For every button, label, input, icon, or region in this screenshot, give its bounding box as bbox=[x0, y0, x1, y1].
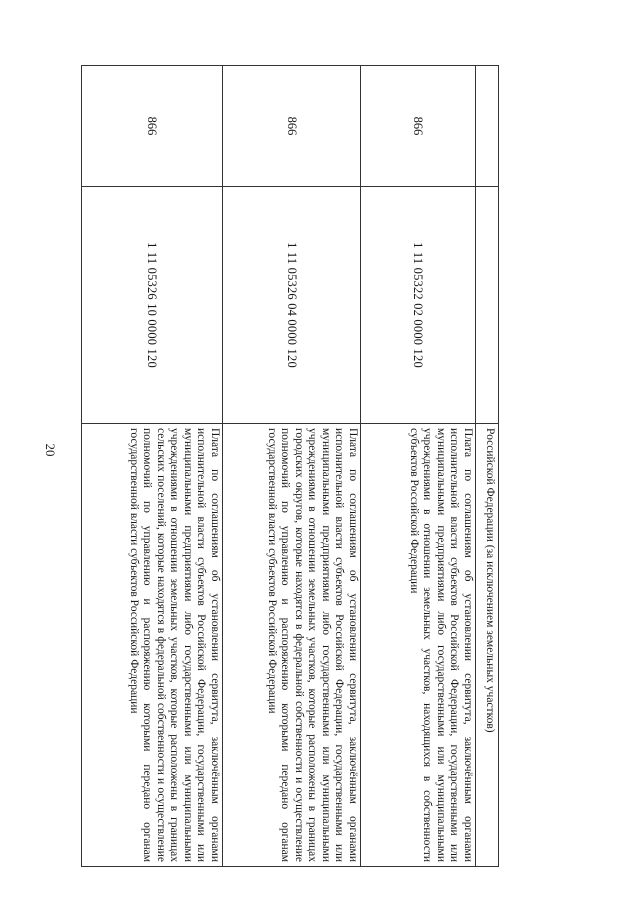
kbk-code-cell: 1 11 05326 04 0000 120 bbox=[223, 187, 361, 424]
kbk-code-cell: 1 11 05322 02 0000 120 bbox=[361, 187, 476, 424]
revenue-name-cell: Плата по соглашениям об установлении сервитута, заключённым органами исполнительной власти субъектов Российской Федерации, государственными или муниципальными предприятиями либо государственными или муниципальными учреждениями в отношении земельных участков, которые расположены в границах сельских поселений, которые находятся в федеральной собственности и осуществление полномочий по управлению и распоряжению которыми передано органам государственной власти субъектов Российской Федерации bbox=[82, 424, 223, 867]
rotated-table-frame bbox=[86, 65, 499, 867]
admin-code-cell: 866 bbox=[361, 66, 476, 187]
table-row bbox=[223, 66, 361, 867]
table-cell-empty bbox=[476, 187, 499, 424]
table-cell-empty bbox=[476, 66, 499, 187]
admin-code-cell: 866 bbox=[82, 66, 223, 187]
revenue-codes-table bbox=[86, 65, 499, 867]
table-row bbox=[476, 66, 499, 867]
revenue-name-cell: Плата по соглашениям об установлении сервитута, заключённым органами исполнительной власти субъектов Российской Федерации, государственными или муниципальными предприятиями либо государственными или муниципальными учреждениями в отношении земельных участков, находящихся в собственности субъектов Российской Федерации bbox=[361, 424, 476, 867]
kbk-code-cell: 1 11 05326 10 0000 120 bbox=[82, 187, 223, 424]
page-number: 20 bbox=[43, 443, 58, 457]
admin-code-cell: 866 bbox=[223, 66, 361, 187]
table-row bbox=[361, 66, 476, 867]
table-row bbox=[82, 66, 223, 867]
header-continuation: Российской Федерации (за исключением земельных участков) bbox=[476, 424, 499, 867]
revenue-name-cell: Плата по соглашениям об установлении сервитута, заключённым органами исполнительной власти субъектов Российской Федерации, государственными или муниципальными предприятиями либо государственными или муниципальными учреждениями в отношении земельных участков, которые расположены в границах городских округов, которые находятся в федеральной собственности и осуществление полномочий по управлению и распоряжению которыми передано органам государственной власти субъектов Российской Федерации bbox=[223, 424, 361, 867]
